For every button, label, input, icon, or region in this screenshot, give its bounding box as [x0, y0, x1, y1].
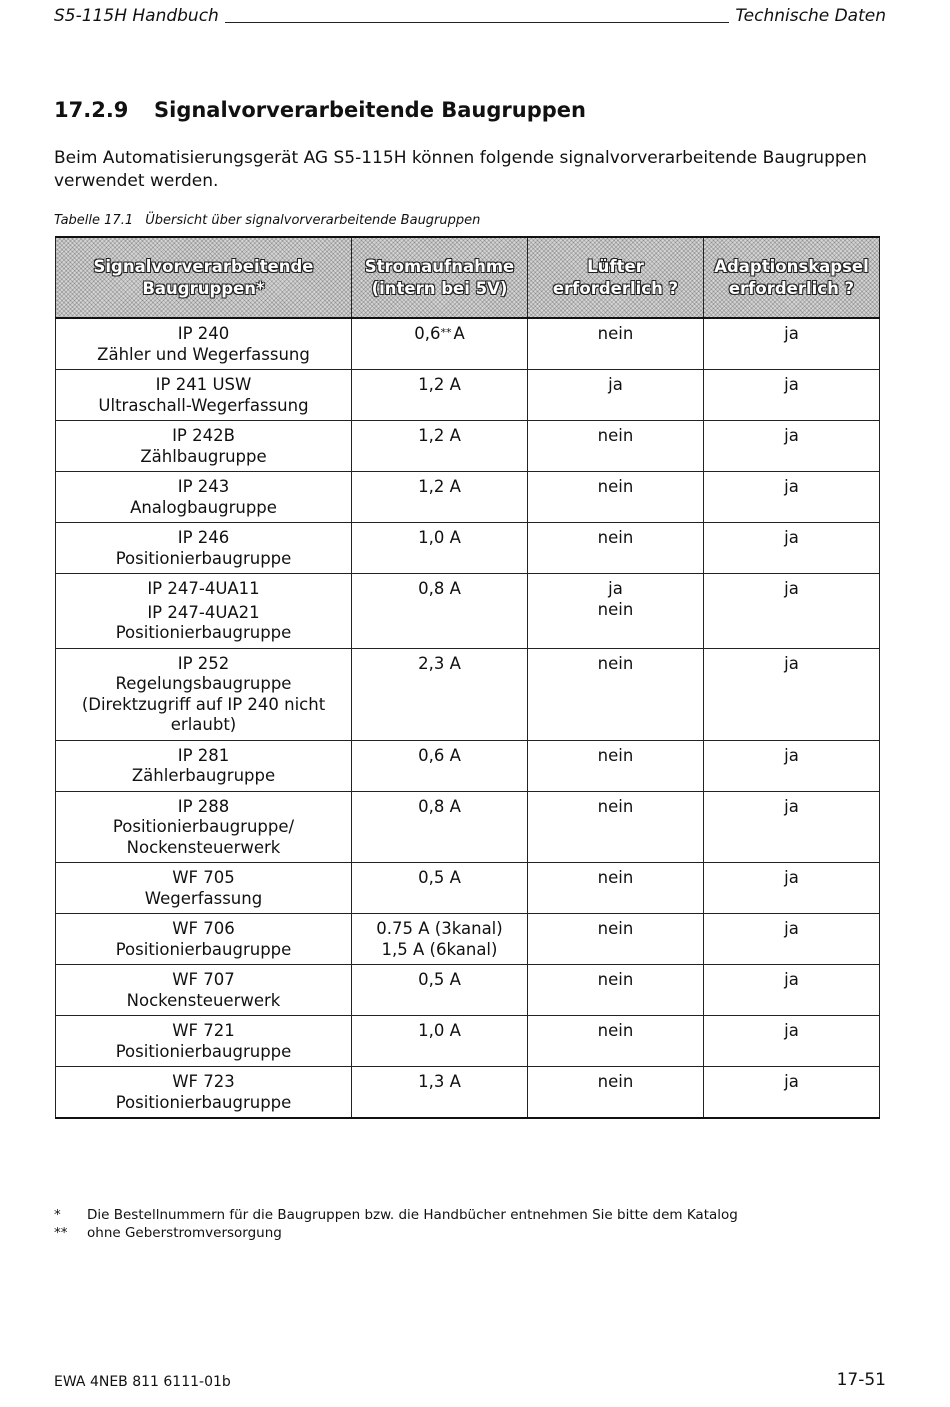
module-cell-line: Nockensteuerwerk — [126, 837, 281, 857]
table-row — [56, 863, 880, 914]
adapter-cell-line: ja — [784, 1072, 799, 1091]
intro-paragraph: Beim Automatisierungsgerät AG S5-115H können folgende signalvorverarbeitende Baugruppen verwendet werden. — [54, 148, 867, 191]
current-unit: A — [453, 324, 465, 343]
current-cell — [352, 863, 528, 914]
current-cell-line — [356, 324, 523, 345]
fan-cell-line: nein — [597, 796, 634, 816]
adapter-cell — [704, 421, 880, 472]
footnote — [54, 1206, 738, 1224]
module-cell — [56, 574, 352, 649]
table-row — [56, 318, 880, 370]
module-cell — [56, 863, 352, 914]
current-cell — [352, 1016, 528, 1067]
module-cell-line: Zählerbaugruppe — [131, 766, 276, 785]
fan-cell-line: nein — [597, 919, 634, 938]
adapter-cell — [704, 523, 880, 574]
module-cell-line: Nockensteuerwerk — [126, 990, 281, 1010]
fan-cell — [528, 472, 704, 523]
footnote-mark: * — [54, 1207, 61, 1223]
current-cell — [352, 648, 528, 740]
fan-cell-line: nein — [597, 528, 634, 547]
fan-cell — [528, 648, 704, 740]
footer-page-number: 17-51 — [836, 1370, 886, 1390]
current-cell — [352, 574, 528, 649]
module-cell-line: IP 281 — [177, 745, 230, 765]
module-cell — [56, 740, 352, 791]
current-cell-line: 0,5 A — [418, 868, 461, 887]
section-title: Signalvorverarbeitende Baugruppen — [154, 98, 586, 122]
header-adapter-line: Adaptionskapsel — [714, 256, 869, 276]
current-cell — [352, 421, 528, 472]
fan-cell — [528, 318, 704, 370]
current-cell — [352, 523, 528, 574]
adapter-cell-line: ja — [784, 375, 799, 394]
module-cell-line: Positionierbaugruppe — [115, 623, 292, 642]
module-cell-line: WF 705 — [172, 868, 235, 887]
current-cell — [352, 791, 528, 863]
header-rule — [225, 22, 730, 23]
adapter-cell-line: ja — [784, 528, 799, 547]
current-cell-line: 2,3 A — [418, 653, 461, 673]
module-cell-line: Regelungsbaugruppe — [115, 674, 292, 693]
current-cell-line: 1,2 A — [418, 375, 461, 394]
footnote-mark: ** — [54, 1225, 68, 1241]
adapter-cell — [704, 791, 880, 863]
module-cell — [56, 421, 352, 472]
header-module — [56, 237, 352, 318]
module-cell-line: IP 242B — [172, 426, 235, 445]
module-overview-table — [55, 236, 880, 1119]
adapter-cell-line: ja — [784, 324, 799, 343]
running-header-chapter: Technische Daten — [735, 6, 886, 26]
module-cell-line: Ultraschall-Wegerfassung — [98, 395, 309, 415]
module-cell — [56, 523, 352, 574]
module-cell — [56, 1067, 352, 1119]
fan-cell — [528, 914, 704, 965]
module-cell-line: IP 288 — [177, 796, 230, 816]
current-cell — [352, 740, 528, 791]
module-cell-line: Positionierbaugruppe — [115, 548, 292, 568]
module-cell-line: (Direktzugriff auf IP 240 nicht — [81, 694, 326, 714]
fan-cell — [528, 863, 704, 914]
module-cell-line: Zähler und Wegerfassung — [97, 344, 310, 364]
module-cell-line: Positionierbaugruppe — [115, 1041, 292, 1061]
adapter-cell — [704, 965, 880, 1016]
current-cell-line: 1,5 A (6kanal) — [381, 939, 498, 959]
current-cell-line: 0,6 A — [418, 745, 461, 765]
table-row — [56, 648, 880, 740]
module-cell — [56, 965, 352, 1016]
current-cell-line: 1,0 A — [418, 1021, 461, 1040]
fan-cell — [528, 1067, 704, 1119]
header-fan-line: erforderlich ? — [552, 278, 679, 298]
adapter-cell — [704, 914, 880, 965]
adapter-cell — [704, 863, 880, 914]
adapter-cell-line: ja — [784, 1021, 799, 1040]
fan-cell-line: nein — [597, 426, 634, 445]
adapter-cell-line: ja — [784, 477, 799, 496]
table-row — [56, 740, 880, 791]
module-cell — [56, 1016, 352, 1067]
header-current-line: (intern bei 5V) — [371, 278, 508, 298]
header-module-line: Signalvorverarbeitende — [93, 256, 314, 276]
fan-cell — [528, 740, 704, 791]
module-cell-line: WF 721 — [172, 1021, 235, 1040]
footnote — [54, 1224, 738, 1242]
table-row — [56, 791, 880, 863]
fan-cell — [528, 421, 704, 472]
module-cell — [56, 318, 352, 370]
fan-cell-line: nein — [597, 1021, 634, 1040]
table-row — [56, 574, 880, 649]
fan-cell-line: nein — [597, 653, 634, 673]
adapter-cell-line: ja — [784, 745, 799, 765]
fan-cell — [528, 574, 704, 649]
adapter-cell-line: ja — [784, 868, 799, 887]
table-row — [56, 965, 880, 1016]
current-cell-line: 0.75 A (3kanal) — [376, 919, 503, 938]
header-module-line: Baugruppen* — [142, 278, 265, 298]
adapter-cell-line: ja — [784, 579, 799, 598]
fan-cell-line: nein — [597, 324, 634, 343]
module-cell — [56, 472, 352, 523]
fan-cell — [528, 370, 704, 421]
adapter-cell — [704, 1016, 880, 1067]
fan-cell-line: ja — [608, 375, 623, 394]
module-cell-line: IP 247-4UA21 — [147, 602, 260, 622]
adapter-cell — [704, 740, 880, 791]
fan-cell-line: nein — [597, 477, 634, 496]
module-cell-line: IP 240 — [177, 324, 230, 343]
section-number: 17.2.9 — [54, 98, 129, 122]
current-value: 0,6 — [414, 324, 441, 343]
header-adapter — [704, 237, 880, 318]
fan-cell-line: nein — [597, 970, 634, 989]
module-cell — [56, 648, 352, 740]
module-cell-line: Positionierbaugruppe — [115, 939, 292, 959]
module-cell-line: WF 707 — [172, 970, 235, 989]
current-cell-line: 0,8 A — [418, 579, 461, 598]
fan-cell-line: nein — [597, 745, 634, 765]
current-cell-line: 0,8 A — [418, 796, 461, 816]
header-fan-line: Lüfter — [587, 256, 644, 276]
module-cell-line: IP 246 — [177, 528, 230, 547]
module-cell-line: erlaubt) — [170, 715, 237, 734]
footnote-text: ohne Geberstromversorgung — [87, 1225, 282, 1241]
fan-cell-line: nein — [597, 1072, 634, 1091]
table-caption — [54, 213, 480, 228]
module-cell-line: Positionierbaugruppe — [115, 1092, 292, 1112]
header-fan — [528, 237, 704, 318]
adapter-cell — [704, 1067, 880, 1119]
table-row — [56, 421, 880, 472]
fan-cell-line: ja — [608, 579, 623, 598]
module-cell-line: WF 723 — [172, 1072, 235, 1091]
footnote-reference: ** — [440, 326, 452, 339]
table-row — [56, 523, 880, 574]
current-cell — [352, 472, 528, 523]
header-current — [352, 237, 528, 318]
adapter-cell-line: ja — [784, 653, 799, 673]
footer-document-number: EWA 4NEB 811 6111-01b — [54, 1374, 231, 1390]
module-cell-line: Zählbaugruppe — [140, 446, 267, 466]
table-caption-label: Tabelle 17.1 — [54, 213, 134, 228]
table-row — [56, 370, 880, 421]
current-cell — [352, 370, 528, 421]
adapter-cell — [704, 318, 880, 370]
module-cell-line: Analogbaugruppe — [130, 497, 277, 517]
fan-cell — [528, 791, 704, 863]
adapter-cell — [704, 648, 880, 740]
section-heading — [54, 98, 586, 122]
module-cell-line: IP 243 — [177, 477, 230, 496]
module-cell-line: IP 247-4UA11 — [147, 579, 260, 598]
module-cell-line: Wegerfassung — [144, 888, 263, 908]
header-adapter-line: erforderlich ? — [728, 278, 855, 298]
adapter-cell — [704, 472, 880, 523]
current-cell-line: 0,5 A — [418, 970, 461, 989]
fan-cell — [528, 523, 704, 574]
current-cell — [352, 1067, 528, 1119]
table-row — [56, 472, 880, 523]
current-cell-line: 1,3 A — [418, 1072, 461, 1091]
current-cell-line: 1,0 A — [418, 528, 461, 547]
table-body — [56, 318, 880, 1118]
fan-cell — [528, 965, 704, 1016]
current-cell-line: 1,2 A — [418, 426, 461, 445]
module-cell — [56, 370, 352, 421]
fan-cell — [528, 1016, 704, 1067]
module-cell — [56, 914, 352, 965]
footnote-text: Die Bestellnummern für die Baugruppen bzw. die Handbücher entnehmen Sie bitte dem Katalog — [87, 1207, 738, 1223]
current-cell — [352, 914, 528, 965]
module-cell — [56, 791, 352, 863]
fan-cell-line: nein — [597, 599, 634, 619]
adapter-cell-line: ja — [784, 426, 799, 445]
table-row — [56, 1067, 880, 1119]
fan-cell-line: nein — [597, 868, 634, 887]
table-header-row — [56, 237, 880, 318]
module-cell-line: WF 706 — [172, 919, 235, 938]
adapter-cell-line: ja — [784, 919, 799, 938]
current-cell — [352, 965, 528, 1016]
module-cell-line: IP 241 USW — [155, 375, 252, 394]
running-header-title: S5-115H Handbuch — [54, 6, 219, 26]
footnotes — [54, 1206, 738, 1242]
table-row — [56, 914, 880, 965]
header-current-line: Stromaufnahme — [364, 256, 515, 276]
module-cell-line: IP 252 — [177, 653, 230, 673]
running-header — [54, 2, 886, 26]
adapter-cell-line: ja — [784, 796, 799, 816]
adapter-cell-line: ja — [784, 970, 799, 989]
table-caption-text: Übersicht über signalvorverarbeitende Baugruppen — [145, 213, 481, 228]
table-row — [56, 1016, 880, 1067]
current-cell — [352, 318, 528, 370]
adapter-cell — [704, 370, 880, 421]
current-cell-line: 1,2 A — [418, 477, 461, 496]
module-cell-line: Positionierbaugruppe/ — [112, 817, 295, 836]
adapter-cell — [704, 574, 880, 649]
